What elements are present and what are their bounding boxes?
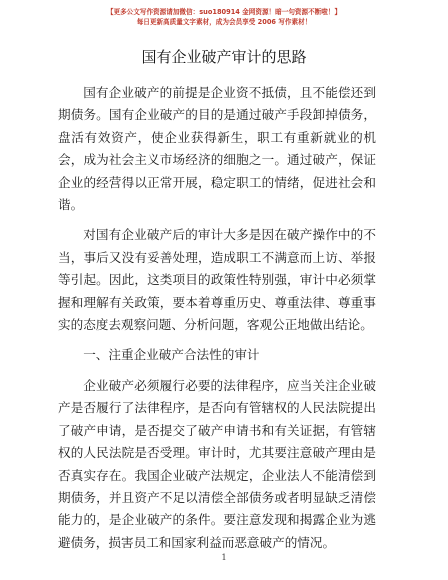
section-heading: 一、注重企业破产合法性的审计 — [83, 347, 260, 363]
promo-banner-line-1: 【更多公文写作资源请加微信：suo180914 金网资源！暗一句资源不断啦！】 — [106, 8, 342, 16]
paragraph-audit-context: 对国有企业破产后的审计大多是因在破产操作中的不当，事后又没有妥善处理，造成职工不满意而上访、举报等引起。因此，这类项目的政策性特别强，审计中必须掌握和理解有关政策，要本着尊重历史、尊重法律、尊重事实的态度去观察问题、分析问题，客观公正地做出结论。 — [58, 227, 376, 333]
promo-banner-line-2: 每日更新高质量文字素材，成为会员享受 2006 写作素材！ — [136, 18, 312, 26]
document-body — [58, 82, 376, 554]
paragraph-legality: 企业破产必须履行必要的法律程序，应当关注企业破产是否履行了法律程序，是否向有管辖权的人民法院提出了破产申请，是否提交了破产申请书和有关证据，有管辖权的人民法院是否受理。审计时，尤其要注意破产理由是否真实存在。我国企业破产法规定，企业法人不能清偿到期债务，并且资产不足以清偿全部债务或者明显缺乏清偿能力的，是企业破产的条件。要注意发现和揭露企业为逃避债务，损害员工和国家利益而恶意破产的情况。 — [58, 377, 376, 550]
paragraph-intro: 国有企业破产的前提是企业资不抵债，且不能偿还到期债务。国有企业破产的目的是通过破产手段卸掉债务，盘活有效资产，使企业获得新生，职工有重新就业的机会，成为社会主义市场经济的细胞之一。通过破产，保证企业的经营得以正常开展，稳定职工的情绪，促进社会和谐。 — [58, 85, 376, 213]
document-title: 国有企业破产审计的思路 — [141, 48, 307, 66]
page-number: 1 — [221, 553, 227, 562]
